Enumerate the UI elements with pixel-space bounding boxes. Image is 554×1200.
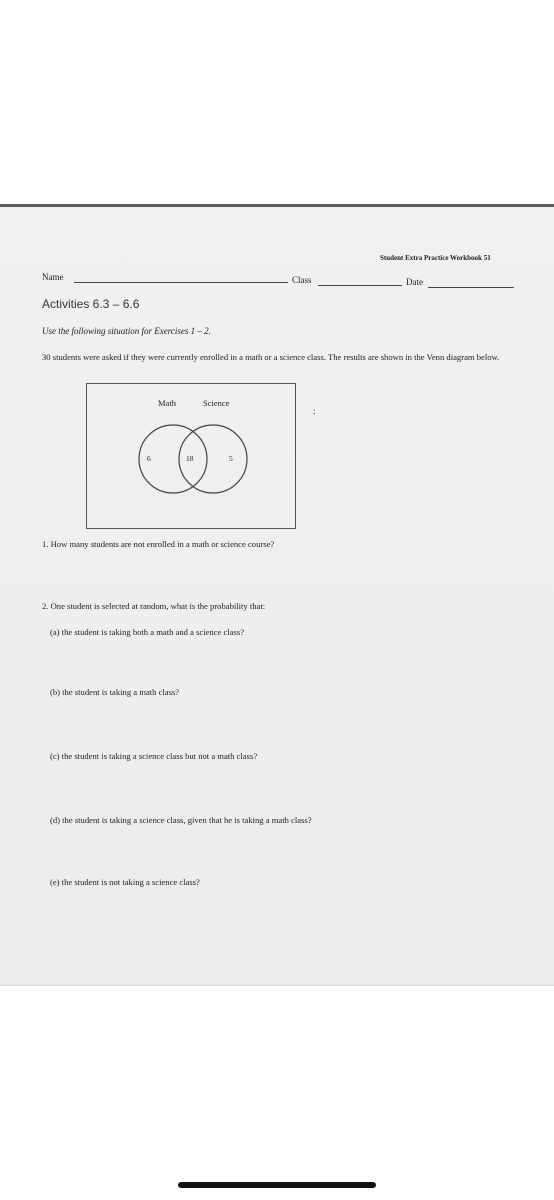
question-2a: (a) the student is taking both a math and a science class?: [50, 627, 245, 637]
venn-value-both: 18: [186, 454, 194, 463]
venn-value-math-only: 6: [147, 454, 151, 463]
venn-label-math: Math: [158, 398, 176, 408]
question-2c: (c) the student is taking a science class but not a math class?: [50, 751, 258, 761]
stray-mark: :: [313, 406, 316, 416]
question-1: 1. How many students are not enrolled in a math or science course?: [42, 539, 275, 549]
class-line: [318, 285, 402, 286]
name-label: Name: [42, 272, 64, 282]
question-2d: (d) the student is taking a science class, given that he is taking a math class?: [50, 815, 312, 825]
name-line: [74, 282, 288, 283]
venn-label-science: Science: [203, 398, 230, 408]
date-line: [428, 287, 514, 288]
workbook-header: Student Extra Practice Workbook 51: [380, 254, 491, 262]
question-2b: (b) the student is taking a math class?: [50, 687, 180, 697]
class-label: Class: [292, 275, 312, 285]
home-indicator[interactable]: [178, 1182, 376, 1188]
intro-text: 30 students were asked if they were currently enrolled in a math or a science class. The results are shown in the Venn diagram below.: [42, 352, 500, 362]
venn-diagram: [86, 383, 296, 529]
question-2: 2. One student is selected at random, what is the probability that:: [42, 601, 266, 611]
question-2e: (e) the student is not taking a science class?: [50, 877, 200, 887]
date-label: Date: [406, 277, 423, 287]
worksheet-photo: [0, 204, 554, 986]
venn-value-science-only: 5: [229, 454, 233, 463]
instruction-text: Use the following situation for Exercises 1 – 2.: [42, 326, 211, 336]
activities-title: Activities 6.3 – 6.6: [42, 297, 140, 311]
